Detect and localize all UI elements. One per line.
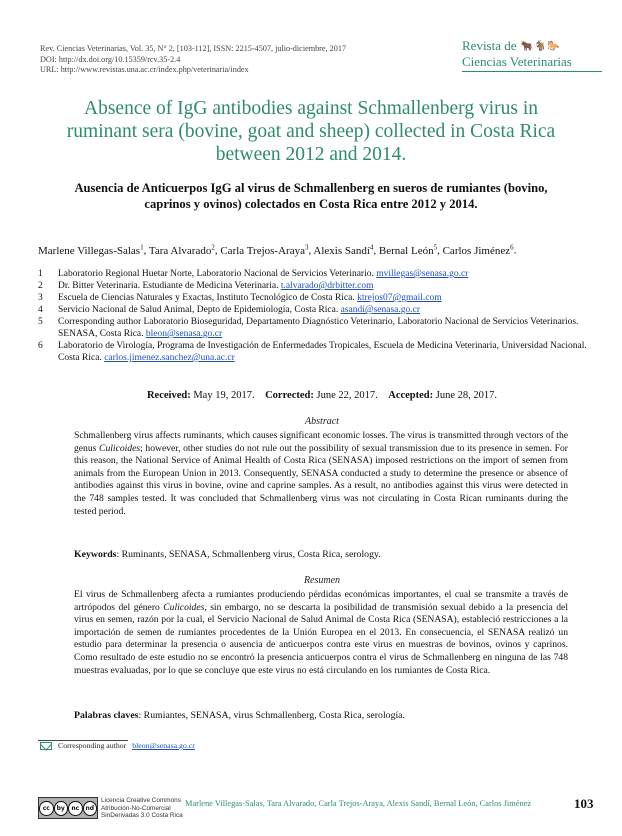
- resumen-keywords: Palabras claves: Rumiantes, SENASA, virus Schmallenberg, Costa Rica, serología.: [74, 710, 405, 721]
- journal-logo: [462, 38, 602, 69]
- email-link[interactable]: mvillegas@senasa.go.cr: [376, 269, 469, 279]
- journal-name-line2: Ciencias Veterinarias: [462, 54, 572, 69]
- abstract-keywords: Keywords: Ruminants, SENASA, Schmallenberg virus, Costa Rica, serology.: [74, 549, 381, 560]
- cc-icon: cc: [39, 801, 54, 816]
- running-header: [40, 44, 346, 76]
- nc-icon: nc: [68, 801, 83, 816]
- email-link[interactable]: bleon@senasa.go.cr: [145, 329, 223, 339]
- affiliation-list: [38, 268, 606, 364]
- affiliation-item: 4 Servicio Nacional de Salud Animal, Depto de Epidemiología, Costa Rica. asandi@senasa.go.cr: [38, 305, 421, 315]
- author-list: Marlene Villegas-Salas$^1$, Tara Alvarado$^2$, Carla Trejos-Araya$^3$, Alexis Sandí$^4$, Bernal León$^5$, Carlos Jiménez$^6$.: [38, 243, 517, 257]
- affiliation-item: 6 Laboratorio de Virología, Programa de Investigación de Enfermedades Tropicales, Escuela de Medicina Veterinaria, Universidad Nacional. Costa Rica. carlos.jimenez.sanchez@una.ac.cr: [38, 341, 587, 363]
- author: Tara Alvarado$^2$: [148, 243, 215, 257]
- resumen-text: El virus de Schmallenberg afecta a rumiantes produciendo pérdidas económicas importantes, el cual se transmite a través de artrópodos del género Culicoides, sin embargo, no se descarta la posibilidad de transmisión sexual debido a la presencia del virus en semen, razón por la cual, el Servicio Nacional de Salud Animal de Costa Rica (SENASA), estableció restricciones a la importación de semen de rumiantes procedentes de la Unión Europea en el 2013. En consecuencia, el SENASA realizó un estudio para determinar la presencia o ausencia de anticuerpos contra este virus en muestras de bovinos, ovinos y caprinos. Como resultado de este estudio no se encontró la presencia anticuerpos contra el virus de Schmallenberg en ninguna de las 748 muestras evaluadas, por lo que se concluye que este virus no está circulando en los rumiantes de Costa Rica.: [74, 589, 568, 676]
- journal-rule: [462, 71, 602, 72]
- affiliation-item: 1 Laboratorio Regional Huetar Norte, Laboratorio Nacional de Servicios Veterinario. mvillegas@senasa.go.cr: [38, 269, 469, 279]
- affiliation-item: 5 Corresponding author Laboratorio Bioseguridad, Departamento Diagnóstico Veterinario, Laboratorio Nacional de Servicios Veterinarios. SENASA, Costa Rica. bleon@senasa.go.cr: [38, 317, 579, 339]
- doi: DOI: http://dx.doi.org/10.15359/rcv.35-2.4: [40, 54, 181, 64]
- author: Carlos Jiménez$^6$: [442, 243, 514, 257]
- abstract-text: Schmallenberg virus affects ruminants, which causes significant economic losses. The virus is transmitted through vectors of the genus Culicoides; however, other studies do not rule out the possibility of sexual transmission due to its presence in semen. For this reason, the National Service of Animal Health of Costa Rica (SENASA) imposed restrictions on the import of semen from animals from the European Union in 2013. Consequently, SENASA conducted a study to determine the presence or absence of antibodies against this virus in bovine, ovine and caprine samples. As a result, no antibodies against this virus were detected in the 748 samples tested. It was concluded that Schmallenberg virus was not circulating in Costa Rican ruminants during the tested period.: [74, 430, 568, 517]
- journal-url: URL: http://www.revistas.una.ac.cr/index.php/veterinaria/index: [40, 65, 249, 74]
- by-icon: by: [54, 801, 69, 816]
- corresponding-email-link[interactable]: bleon@senasa.go.cr: [132, 741, 195, 750]
- abstract-heading: Abstract: [305, 416, 339, 427]
- resumen-heading: Resumen: [303, 575, 341, 586]
- creative-commons-badge[interactable]: [38, 797, 98, 819]
- email-link[interactable]: t.alvarado@drbitter.com: [280, 281, 374, 291]
- article-dates: Received: May 19, 2017. Corrected: June 22, 2017. Accepted: June 28, 2017.: [146, 390, 498, 401]
- author: Marlene Villegas-Salas$^1$: [38, 243, 144, 257]
- affiliation-item: 3 Escuela de Ciencias Naturales y Exactas, Instituto Tecnológico de Costa Rica. ktrejos07@gmail.com: [38, 293, 442, 303]
- license-text: Licencia Creative Commons Atribución-No-Comercial SinDerivadas 3.0 Costa Rica: [101, 797, 183, 820]
- email-link[interactable]: asandi@senasa.go.cr: [340, 305, 421, 315]
- affiliation-item: 2 Dr. Bitter Veterinaria. Estudiante de Medicina Veterinaria. t.alvarado@drbitter.com: [38, 281, 374, 291]
- footer-authors: Marlene Villegas-Salas, Tara Alvarado, Carla Trejos-Araya, Alexis Sandí, Bernal León, Carlos Jiménez: [185, 799, 532, 808]
- article-subtitle: Ausencia de Anticuerpos IgG al virus de Schmallenberg en sueros de rumiantes (bovino, caprinos y ovinos) colectados en Costa Rica entre 2012 y 2014.: [74, 181, 548, 211]
- envelope-icon: [40, 742, 52, 750]
- nd-icon: nd: [83, 801, 98, 816]
- article-title: Absence of IgG antibodies against Schmallenberg virus in ruminant sera (bovine, goat and sheep) collected in Costa Rica between 2012 and 2014.: [66, 98, 556, 165]
- corresponding-footnote: Corresponding author bleon@senasa.go.cr: [40, 741, 195, 750]
- email-link[interactable]: ktrejos07@gmail.com: [357, 293, 442, 303]
- journal-name-line1: Revista de: [462, 38, 517, 53]
- animals-icon: 🐂🐐🐎: [520, 41, 561, 52]
- email-link[interactable]: carlos.jimenez.sanchez@una.ac.cr: [104, 353, 235, 363]
- author: Alexis Sandí$^4$: [313, 243, 374, 257]
- citation: Rev. Ciencias Veterinarias, Vol. 35, N° 2, [103-112], ISSN: 2215-4507, julio-diciembre, 2017: [40, 44, 347, 53]
- page-number: 103: [574, 796, 594, 811]
- author: Bernal León$^5$: [378, 243, 438, 257]
- author: Carla Trejos-Araya$^3$: [220, 243, 309, 257]
